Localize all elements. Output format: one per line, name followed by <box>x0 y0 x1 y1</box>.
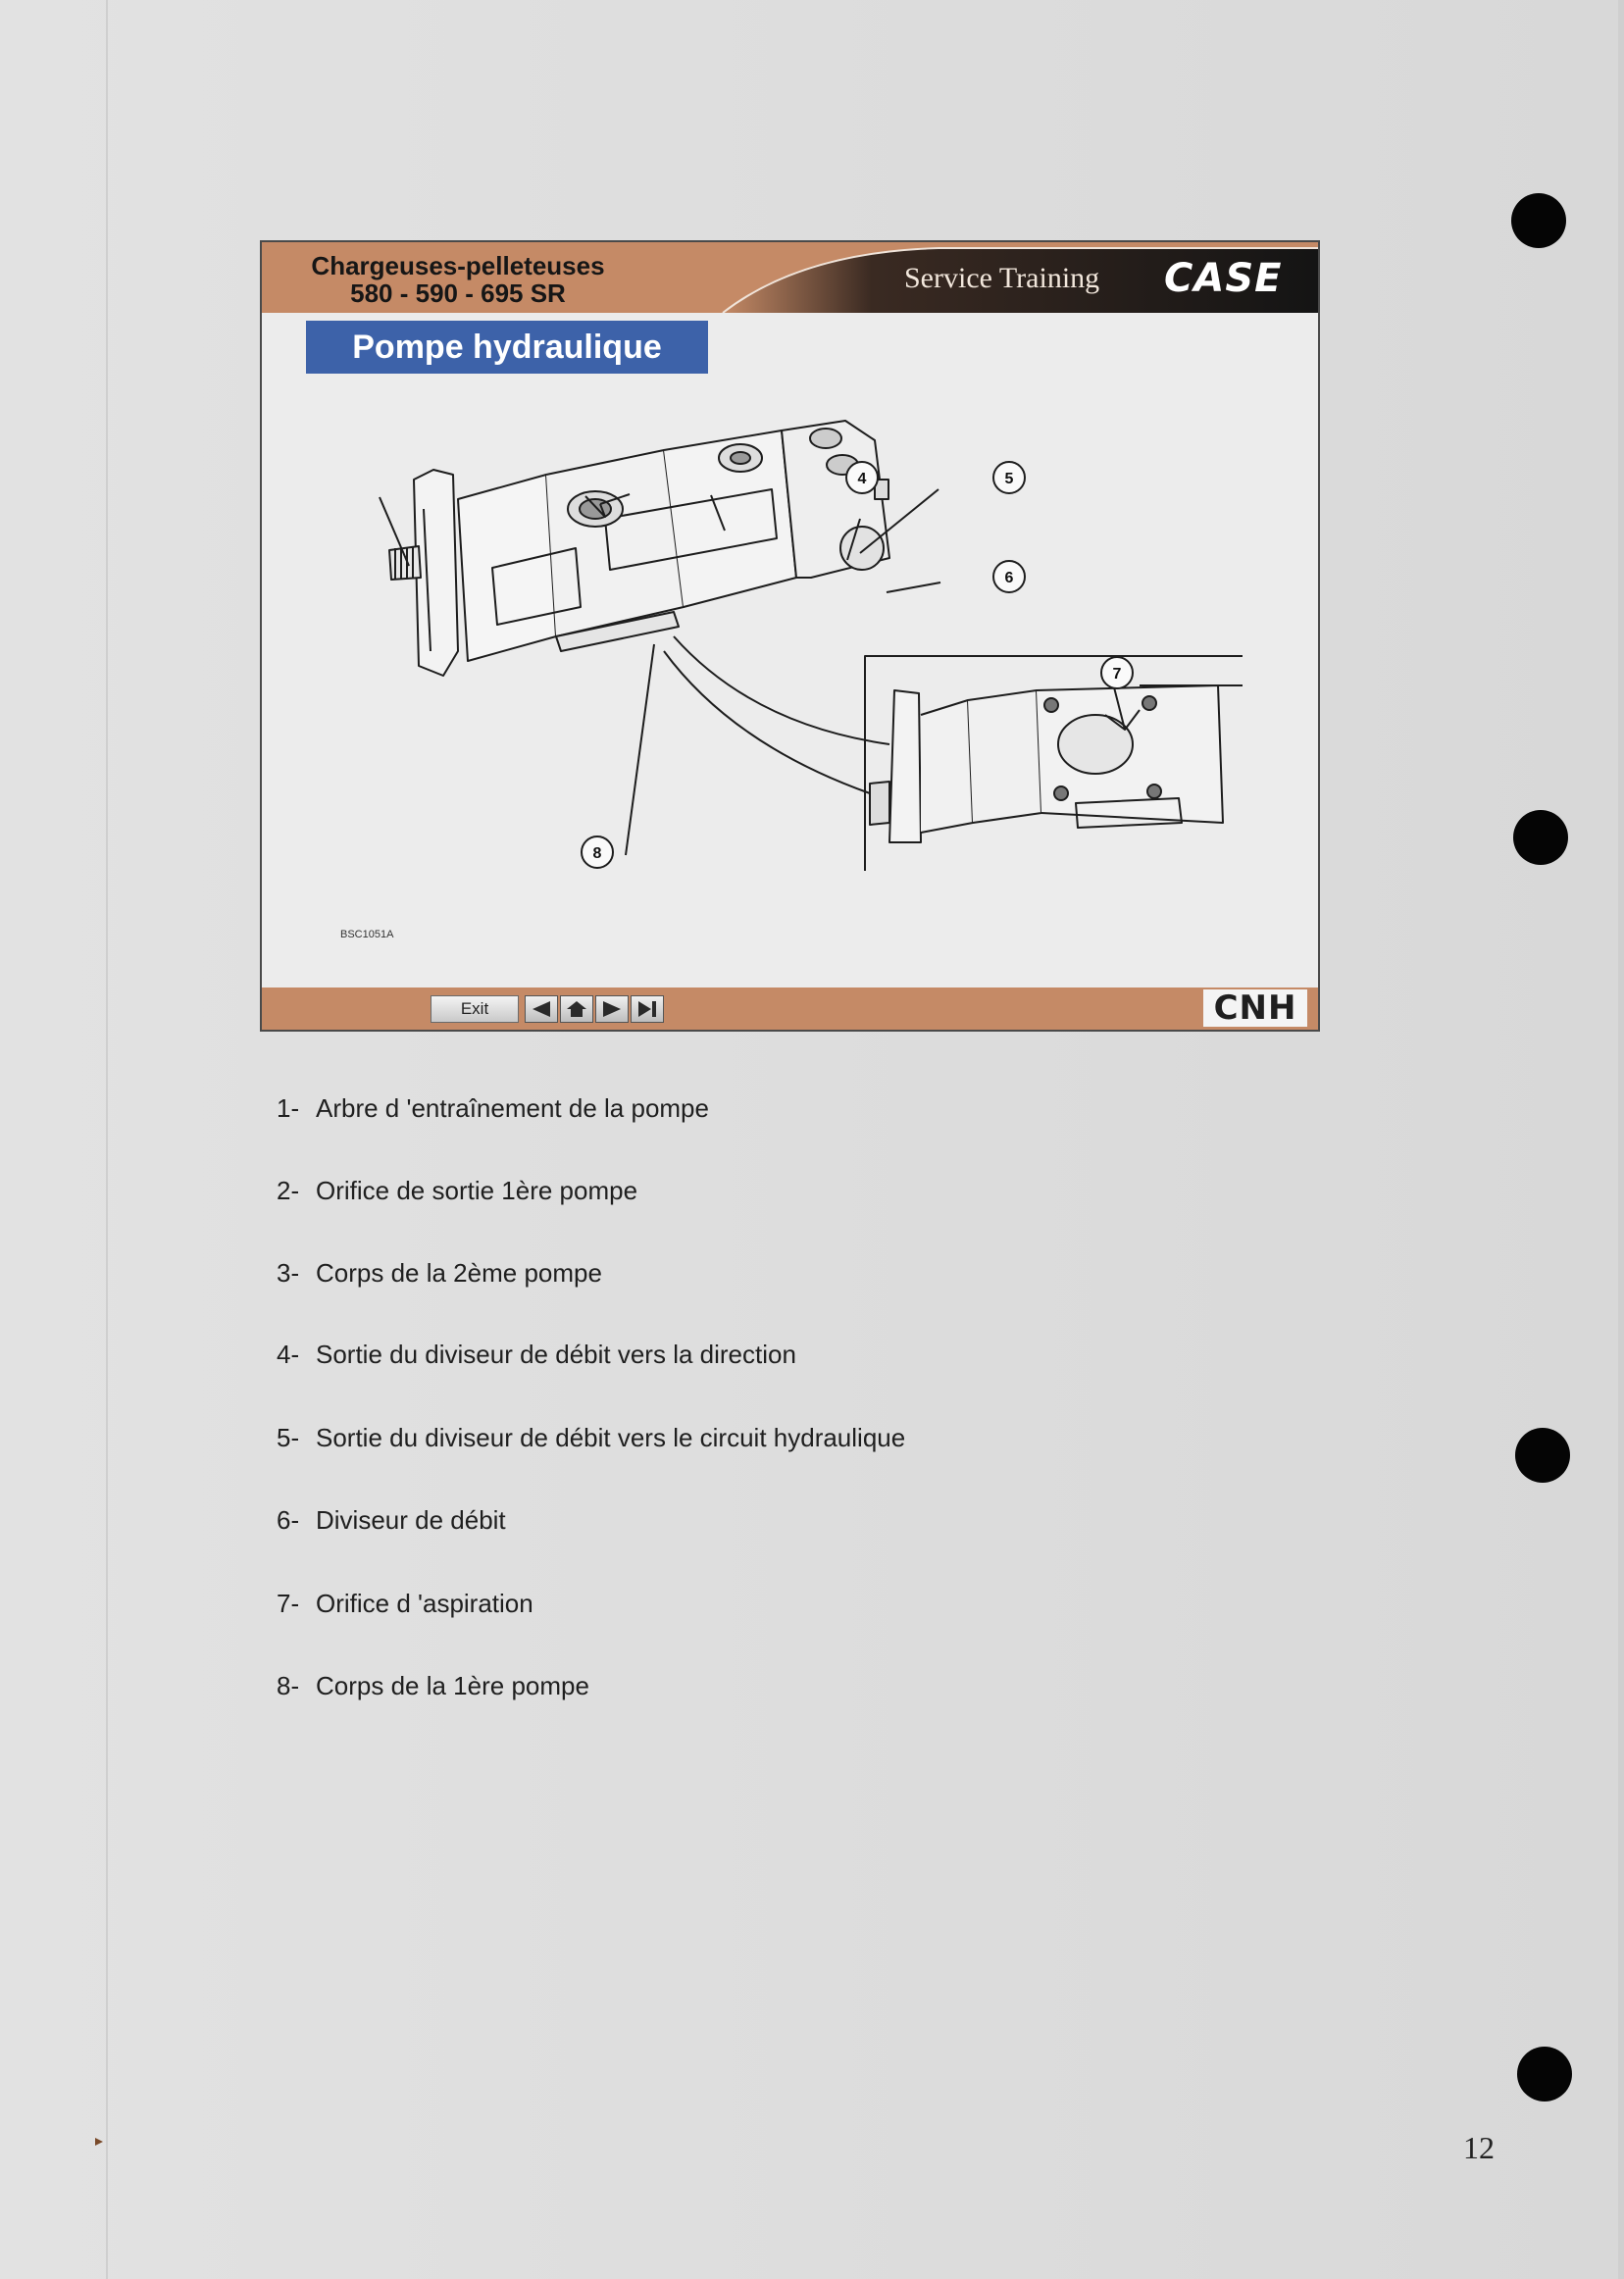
callout-4: 4 <box>857 471 867 487</box>
margin-mark <box>95 2138 103 2146</box>
last-arrow-icon[interactable] <box>631 995 664 1023</box>
callout-8: 8 <box>592 845 602 862</box>
legend-item <box>277 1584 533 1623</box>
training-slide <box>260 240 1320 1032</box>
legend-item <box>277 1418 905 1457</box>
legend-item <box>277 1171 637 1210</box>
legend-text: Corps de la 2ème pompe <box>316 1258 602 1288</box>
punch-hole <box>1517 2047 1572 2102</box>
legend-item <box>277 1335 796 1374</box>
legend-item <box>277 1253 602 1292</box>
legend-number: 2- <box>277 1176 300 1205</box>
exit-button[interactable]: Exit <box>431 995 519 1023</box>
legend-number: 8- <box>277 1671 300 1700</box>
punch-hole <box>1515 1428 1570 1483</box>
next-arrow-icon[interactable] <box>595 995 629 1023</box>
page-edge <box>1618 0 1624 2279</box>
slide-header <box>262 242 1318 313</box>
model-line-1: Chargeuses-pelleteuses <box>311 251 605 280</box>
legend-number: 1- <box>277 1093 300 1123</box>
legend-number: 6- <box>277 1505 300 1535</box>
legend-text: Diviseur de débit <box>316 1505 506 1535</box>
legend-text: Orifice d 'aspiration <box>316 1589 533 1618</box>
case-logo: CASE <box>1164 256 1283 301</box>
legend-text: Sortie du diviseur de débit vers le circuit hydraulique <box>316 1423 906 1452</box>
legend-number: 4- <box>277 1340 300 1369</box>
home-icon[interactable] <box>560 995 593 1023</box>
model-title <box>272 252 644 307</box>
legend-item <box>277 1500 506 1540</box>
figure-reference: BSC1051A <box>340 929 394 940</box>
callout-6: 6 <box>1004 570 1014 586</box>
legend-number: 7- <box>277 1589 300 1618</box>
legend-text: Orifice de sortie 1ère pompe <box>316 1176 638 1205</box>
legend-text: Sortie du diviseur de débit vers la direction <box>316 1340 796 1369</box>
punch-hole <box>1513 810 1568 865</box>
binding-line <box>106 0 108 2279</box>
callout-7: 7 <box>1112 666 1122 683</box>
punch-hole <box>1511 193 1566 248</box>
callout-5: 5 <box>1004 471 1014 487</box>
model-line-2: 580 - 590 - 695 SR <box>350 279 566 308</box>
cnh-logo: CNH <box>1203 989 1307 1027</box>
legend-number: 5- <box>277 1423 300 1452</box>
prev-arrow-icon[interactable] <box>525 995 558 1023</box>
service-training-label: Service Training <box>904 262 1100 294</box>
pump-drawing <box>262 313 1318 988</box>
page-number: 12 <box>1463 2130 1495 2165</box>
slide-footer <box>262 988 1318 1030</box>
legend-text: Arbre d 'entraînement de la pompe <box>316 1093 709 1123</box>
legend-item <box>277 1089 709 1128</box>
legend-text: Corps de la 1ère pompe <box>316 1671 589 1700</box>
slide-title: Pompe hydraulique <box>306 321 708 374</box>
legend-number: 3- <box>277 1258 300 1288</box>
legend-item <box>277 1666 589 1705</box>
